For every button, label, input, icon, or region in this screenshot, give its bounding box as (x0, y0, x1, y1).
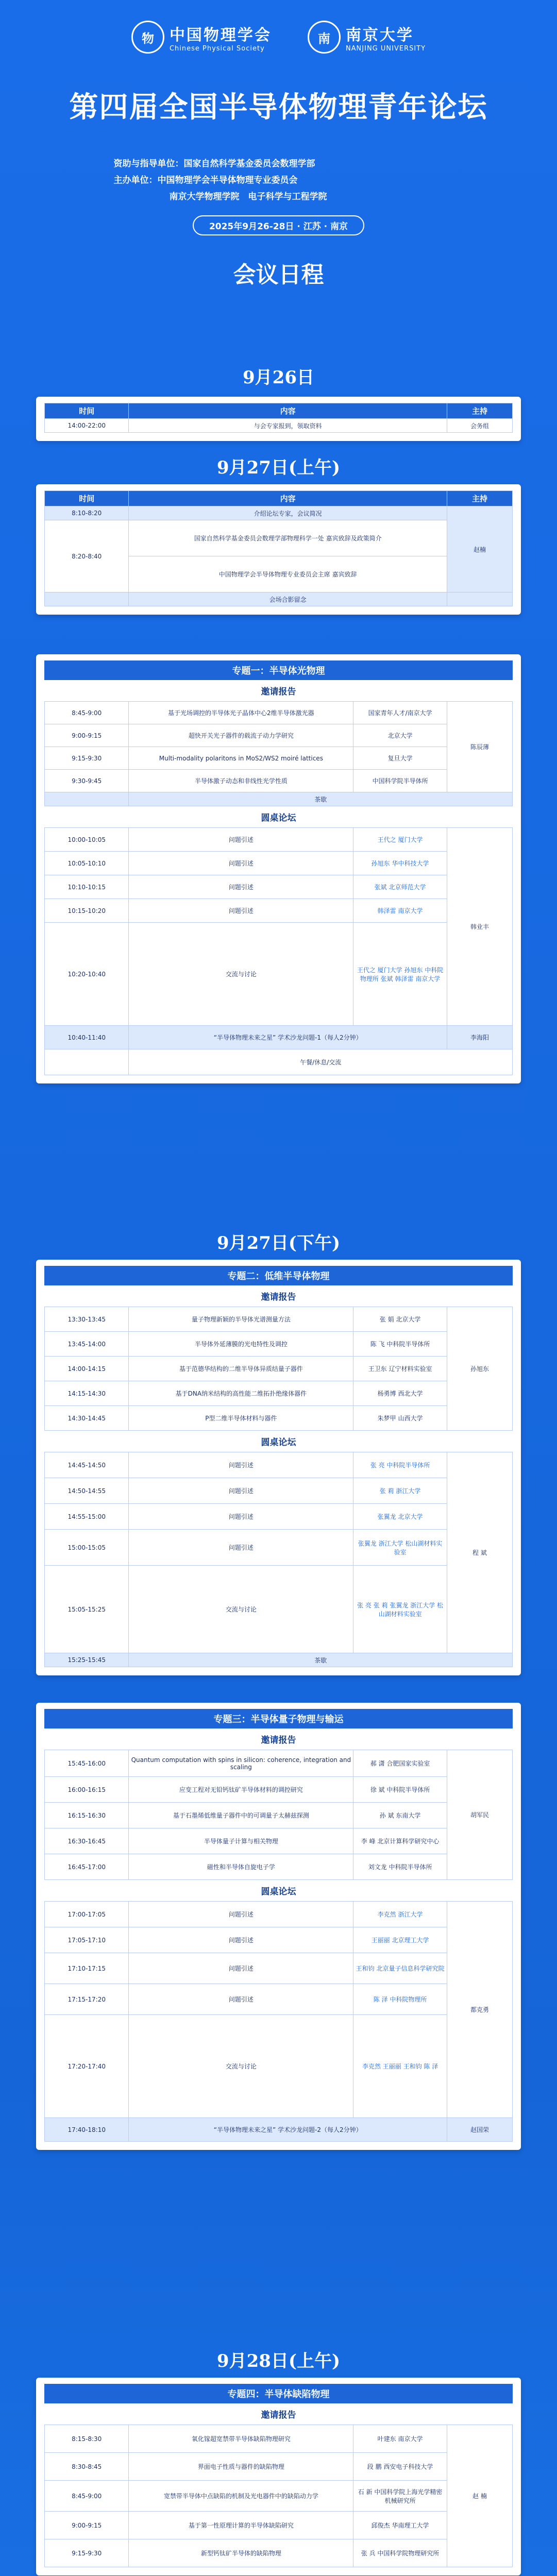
table-topic3 (44, 1750, 513, 1880)
card-topic1: 专题一：半导体光物理 邀请报告 8:45-9:00 基于光场调控的半导体光子晶体中心2维半导体激光器 国家青年人才/南京大学 陈辰薄 9:00-9:15 超快开关光子器件的载流子动力学研究 北京大学 9:15-9:30 Multi-modality polaritons in MoS2/WS2 moiré lattices 复旦大学 9:30-9:45 半导体激子动态和非线性光学性质 中国科学院半导体所 茶歇 圆桌论坛 10:00-10:05 问题引述 王代之 厦门大学 韩业丰 10:05-10:10 问题引述 孙旭东 华中科技大学 10:10-10:15 问题引述 张斌 北京师范大学 10:15-10:20 问题引述 韩泽雷 南京大学 10:20-10:40 交流与讨论 王代之 厦门大学 孙旭东 中科院物理所 张斌 韩泽雷 南京大学 10:40-11:40 “半导体物理未来之星” 学术沙龙问题-1（每人2分钟） 李海阳 午餐/休息/交流 (36, 654, 521, 1083)
card-topic2: 专题二：低维半导体物理 邀请报告 13:30-13:45 量子物理新颖的半导体光谱测量方法 张 娟 北京大学 孙旭东 13:45-14:00 半导体外延薄膜的光电特性及调控 陈 飞 中科院半导体所 14:00-14:15 基于范德华结构的二维半导体异质结量子器件 王卫东 辽宁材料实验室 14:15-14:30 基于DNA纳米结构的高性能二维拓扑绝缘体器件 杨勇博 西北大学 14:30-14:45 P型二维半导体材料与器件 朱梦甲 山西大学 圆桌论坛 14:45-14:50 问题引述 张 亮 中科院半导体所 程 斌 14:50-14:55 问题引述 张 莉 浙江大学 14:55-15:00 问题引述 张翼龙 北京大学 15:00-15:05 问题引述 张翼龙 浙江大学 松山湖材料实验室 15:05-15:25 交流与讨论 张 亮 张 莉 张翼龙 浙江大学 松山湖材料实验室 15:25-15:45 茶歇 (36, 1260, 521, 1675)
cps-name: 中国物理学会 (169, 26, 272, 44)
table-row: 14:30-14:45 P型二维半导体材料与器件 朱梦甲 山西大学 (45, 1406, 513, 1431)
table-row: 8:20-8:40 国家自然科学基金委员会数理学部物理科学一处 嘉宾致辞及政策简介 (45, 520, 513, 556)
date-badge: 2025年9月26-28日 · 江苏 · 南京 (193, 215, 364, 235)
table-topic1-roundtable: 10:00-10:05 问题引述 王代之 厦门大学 韩业丰 10:05-10:10 问题引述 孙旭东 华中科技大学 10:10-10:15 问题引述 张斌 北京师范大学 10:15-10:20 问题引述 韩泽雷 南京大学 10:20-10:40 交流与讨论 王代之 厦门大学 孙旭东 中科院物理所 张斌 韩泽雷 南京大学 10:40-11:40 “半导体物理未来之星” 学术沙龙问题-1（每人2分钟） 李海阳 午餐/休息/交流 (44, 827, 513, 1075)
table-row: 14:00-22:00 与会专家报到，领取资料 会务组 (45, 419, 513, 433)
cps-logo (131, 21, 272, 54)
org-sponsor: 资助与指导单位：国家自然科学基金委员会数理学部 (113, 159, 315, 169)
table-topic4 (44, 2425, 513, 2567)
organizers (114, 156, 444, 205)
table-row: 14:45-14:50 问题引述 张 亮 中科院半导体所 程 斌 (45, 1452, 513, 1478)
nju-seal-icon: 南 (308, 21, 341, 54)
table-row: 10:15-10:20 问题引述 韩泽雷 南京大学 (45, 899, 513, 923)
table-row: 17:00-17:05 问题引述 李克然 浙江大学 都克勇 (45, 1902, 513, 1927)
nju-name: 南京大学 (345, 26, 414, 44)
table-row: 8:45-9:00 宽禁带半导体中点缺陷的机制及光电器件中的缺陷动力学 石 新 中国科学院上海光学精密机械研究所 (45, 2481, 513, 2512)
table-topic3-roundtable: 17:00-17:05 问题引述 李克然 浙江大学 都克勇 17:05-17:10 问题引述 王丽丽 北京理工大学 17:10-17:15 问题引述 王和钧 北京量子信息科学研究院 17:15-17:20 问题引述 陈 泽 中科院物理所 17:20-17:40 交流与讨论 李克然 王丽丽 王和钧 陈 泽 17:40-18:10 “半导体物理未来之星” 学术沙龙问题-2（每人2分钟） 赵国荣 (44, 1901, 513, 2142)
table-row: 16:30-16:45 半导体量子计算与相关物理 李 峰 北京计算科学研究中心 (45, 1828, 513, 1854)
table-topic2 (44, 1307, 513, 1431)
col-content: 内容 (129, 403, 447, 419)
day-sep28am: 9月28日(上午) (216, 2351, 341, 2371)
table-topic2-roundtable: 14:45-14:50 问题引述 张 亮 中科院半导体所 程 斌 14:50-14:55 问题引述 张 莉 浙江大学 14:55-15:00 问题引述 张翼龙 北京大学 15:00-15:05 问题引述 张翼龙 浙江大学 松山湖材料实验室 15:05-15:25 交流与讨论 张 亮 张 莉 张翼龙 浙江大学 松山湖材料实验室 15:25-15:45 茶歇 (44, 1452, 513, 1667)
table-row: 14:55-15:00 问题引述 张翼龙 北京大学 (45, 1504, 513, 1530)
col-host: 主持 (447, 403, 512, 419)
table-row: 10:00-10:05 问题引述 王代之 厦门大学 韩业丰 (45, 828, 513, 852)
topic1-title: 专题一：半导体光物理 (44, 660, 513, 680)
table-row: 17:20-17:40 交流与讨论 李克然 王丽丽 王和钧 陈 泽 (45, 2015, 513, 2118)
card-sep26 (36, 397, 521, 441)
table-row: 17:05-17:10 问题引述 王丽丽 北京理工大学 (45, 1927, 513, 1953)
schedule-heading: 会议日程 (233, 262, 324, 288)
table-row: 10:20-10:40 交流与讨论 王代之 厦门大学 孙旭东 中科院物理所 张斌 韩泽雷 南京大学 (45, 923, 513, 1026)
table-row: 13:30-13:45 量子物理新颖的半导体光谱测量方法 张 娟 北京大学 孙旭东 (45, 1307, 513, 1332)
table-row: 16:15-16:30 基于石墨烯低维量子器件中的可调量子太赫兹探测 孙 斌 东南大学 (45, 1803, 513, 1828)
nju-name-en: NANJING UNIVERSITY (345, 44, 426, 53)
table-row: 15:05-15:25 交流与讨论 张 亮 张 莉 张翼龙 浙江大学 松山湖材料实验室 (45, 1566, 513, 1653)
table-row: 15:00-15:05 问题引述 张翼龙 浙江大学 松山湖材料实验室 (45, 1530, 513, 1566)
table-row: 17:15-17:20 问题引述 陈 泽 中科院物理所 (45, 1984, 513, 2015)
table-row: 14:00-14:15 基于范德华结构的二维半导体异质结量子器件 王卫东 辽宁材料实验室 (45, 1357, 513, 1381)
col-time: 时间 (45, 403, 129, 419)
day-sep27am: 9月27日(上午) (216, 457, 341, 478)
table-row: 8:30-8:45 界面电子性质与器件的缺陷物理 段 鹏 西安电子科技大学 (45, 2453, 513, 2481)
day-sep26: 9月26日 (243, 367, 314, 388)
org-host: 主办单位：中国物理学会半导体物理专业委员会 (113, 175, 298, 185)
table-row: 8:15-8:30 氧化镓超宽禁带半导体缺陷物理研究 叶建东 南京大学 赵 楠 (45, 2425, 513, 2453)
table-opening: 时间 内容 主持 8:10-8:20 介绍论坛专家，会议简况 赵楠 8:20-8:40 国家自然科学基金委员会数理学部物理科学一处 嘉宾致辞及政策简介 中国物理学会半导体物理专业委员会主席 嘉宾致辞 会场合影留念 (44, 490, 513, 606)
table-row: 9:30-9:45 半导体激子动态和非线性光学性质 中国科学院半导体所 (45, 770, 513, 792)
card-topic3: 专题三：半导体量子物理与输运 邀请报告 15:45-16:00 Quantum computation with spins in silicon: coherence, integration and scaling 郝 潇 合肥国家实验室 胡军民 16:00-16:15 应变工程对无铅钙钛矿半导体材料的调控研究 徐 斌 中科院半导体所 16:15-16:30 基于石墨烯低维量子器件中的可调量子太赫兹探测 孙 斌 东南大学 16:30-16:45 半导体量子计算与相关物理 李 峰 北京计算科学研究中心 16:45-17:00 磁性和半导体自旋电子学 刘文龙 中科院半导体所 圆桌论坛 17:00-17:05 问题引述 李克然 浙江大学 都克勇 17:05-17:10 问题引述 王丽丽 北京理工大学 17:10-17:15 问题引述 王和钧 北京量子信息科学研究院 17:15-17:20 问题引述 陈 泽 中科院物理所 17:20-17:40 交流与讨论 李克然 王丽丽 王和钧 陈 泽 17:40-18:10 “半导体物理未来之星” 学术沙龙问题-2（每人2分钟） 赵国荣 (36, 1703, 521, 2150)
cps-name-en: Chinese Physical Society (169, 44, 265, 53)
table-row: 中国物理学会半导体物理专业委员会主席 嘉宾致辞 (45, 556, 513, 592)
table-row: 8:45-9:00 基于光场调控的半导体光子晶体中心2维半导体激光器 国家青年人才/南京大学 陈辰薄 (45, 702, 513, 724)
table-row: 16:45-17:00 磁性和半导体自旋电子学 刘文龙 中科院半导体所 (45, 1854, 513, 1880)
table-row: 9:00-9:15 超快开关光子器件的载流子动力学研究 北京大学 (45, 724, 513, 747)
card-opening (36, 484, 521, 615)
table-sep26 (44, 403, 513, 433)
cps-seal-icon: 物 (131, 21, 164, 54)
table-row: 9:15-9:30 新型钙钛矿半导体的缺陷物理 张 兵 中国科学院物理研究所 (45, 2539, 513, 2567)
nju-logo (308, 21, 426, 54)
table-row: 14:50-14:55 问题引述 张 莉 浙江大学 (45, 1478, 513, 1504)
table-row: 16:00-16:15 应变工程对无铅钙钛矿半导体材料的调控研究 徐 斌 中科院半导体所 (45, 1777, 513, 1803)
card-topic4: 专题四：半导体缺陷物理 邀请报告 8:15-8:30 氧化镓超宽禁带半导体缺陷物理研究 叶建东 南京大学 赵 楠 8:30-8:45 界面电子性质与器件的缺陷物理 段 鹏 西安电子科技大学 8:45-9:00 宽禁带半导体中点缺陷的机制及光电器件中的缺陷动力学 石 新 中国科学院上海光学精密机械研究所 9:00-9:15 基于第一性原理计算的半导体缺陷研究 邱俊杰 华南理工大学 9:15-9:30 新型钙钛矿半导体的缺陷物理 张 兵 中国科学院物理研究所 (36, 2378, 521, 2575)
table-row: 9:00-9:15 基于第一性原理计算的半导体缺陷研究 邱俊杰 华南理工大学 (45, 2512, 513, 2539)
table-row: 13:45-14:00 半导体外延薄膜的光电特性及调控 陈 飞 中科院半导体所 (45, 1332, 513, 1357)
table-row: 14:15-14:30 基于DNA纳米结构的高性能二维拓扑绝缘体器件 杨勇博 西北大学 (45, 1381, 513, 1406)
day-sep27pm: 9月27日(下午) (216, 1233, 341, 1253)
forum-title: 第四届全国半导体物理青年论坛 (69, 90, 488, 124)
table-row: 8:10-8:20 介绍论坛专家，会议简况 赵楠 (45, 506, 513, 520)
table-row: 10:10-10:15 问题引述 张斌 北京师范大学 (45, 875, 513, 899)
table-row: 会场合影留念 (45, 592, 513, 606)
table-row: 17:10-17:15 问题引述 王和钧 北京量子信息科学研究院 (45, 1953, 513, 1984)
table-topic1: 8:45-9:00 基于光场调控的半导体光子晶体中心2维半导体激光器 国家青年人才/南京大学 陈辰薄 9:00-9:15 超快开关光子器件的载流子动力学研究 北京大学 9:15-9:30 Multi-modality polaritons in MoS2/WS2 moiré lattices 复旦大学 9:30-9:45 半导体激子动态和非线性光学性质 中国科学院半导体所 茶歇 (44, 701, 513, 806)
table-row: 9:15-9:30 Multi-modality polaritons in MoS2/WS2 moiré lattices 复旦大学 (45, 747, 513, 770)
org-host-2: 南京大学物理学院 电子科学与工程学院 (169, 192, 327, 202)
table-row: 15:45-16:00 Quantum computation with spins in silicon: coherence, integration and scaling 郝 潇 合肥国家实验室 胡军民 (45, 1750, 513, 1777)
table-row: 10:05-10:10 问题引述 孙旭东 华中科技大学 (45, 852, 513, 875)
